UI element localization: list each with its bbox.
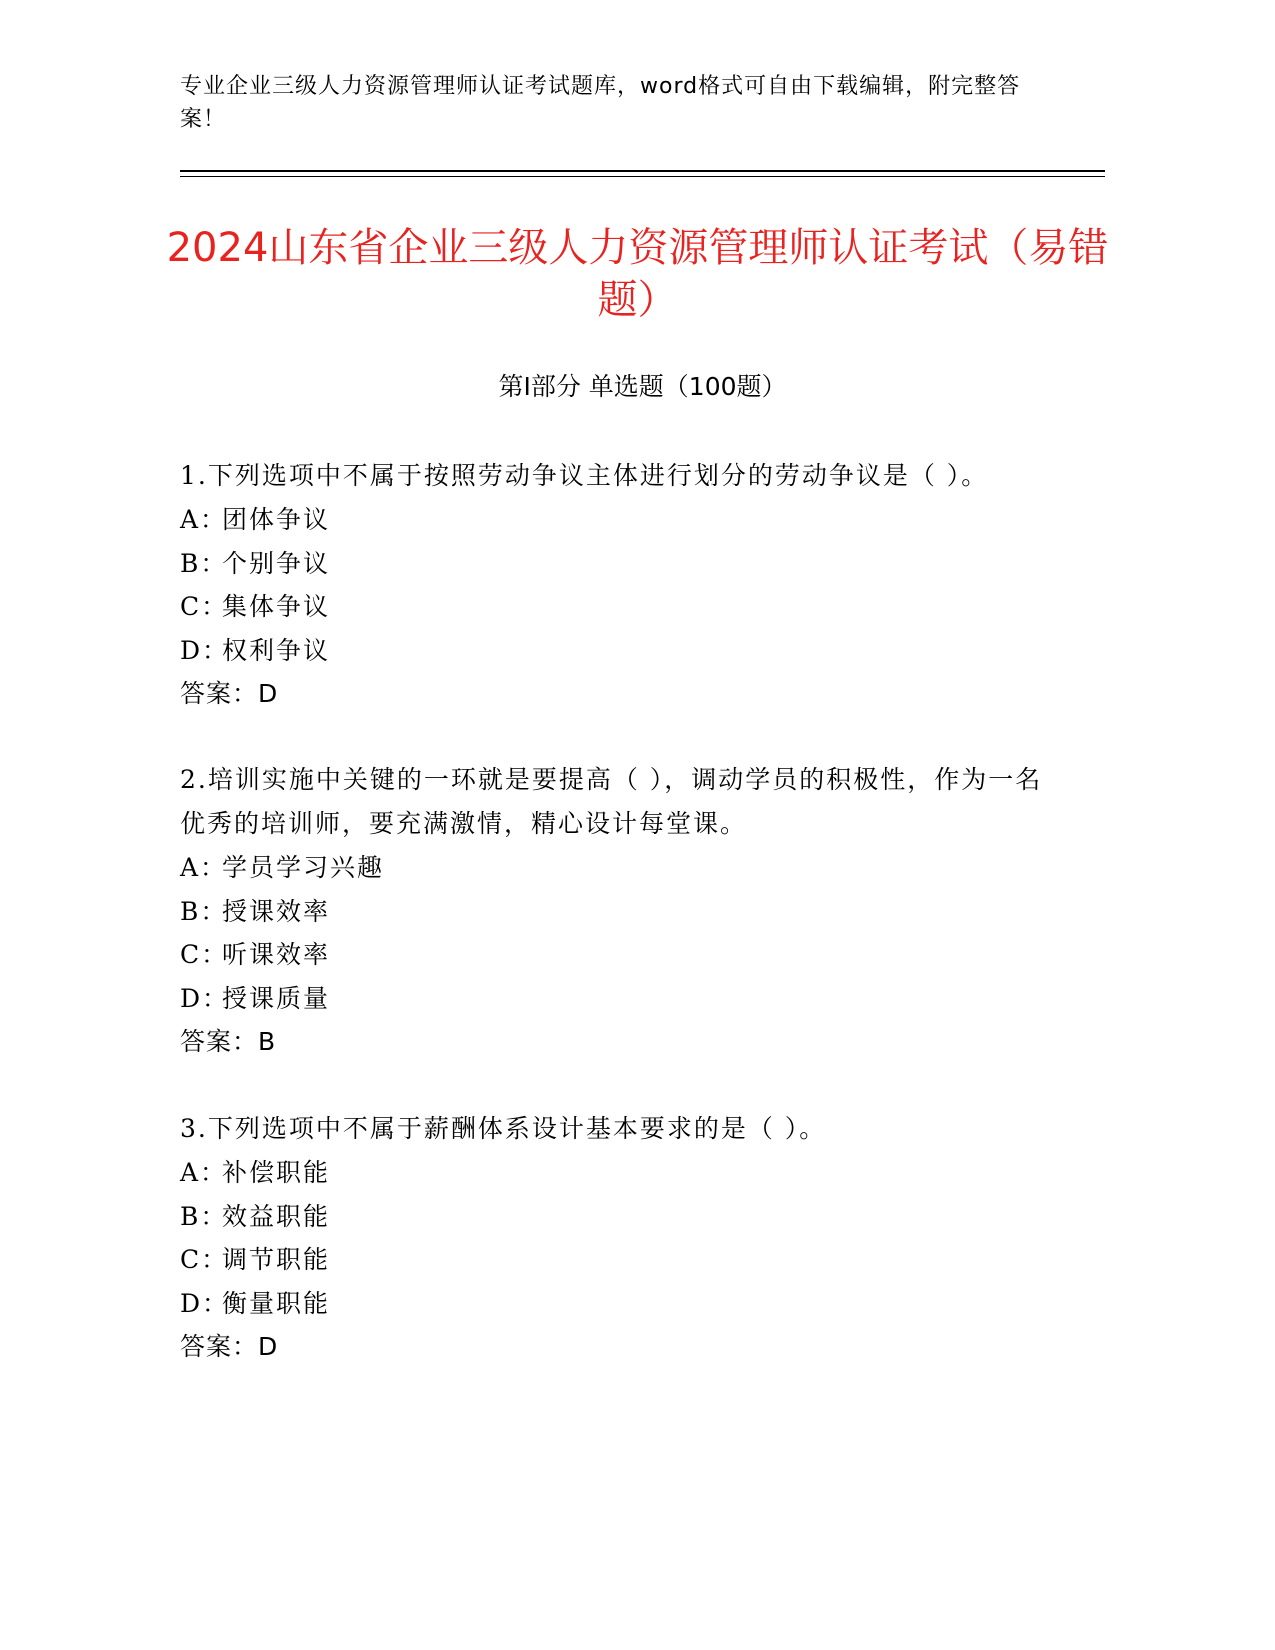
option-d — [180, 629, 1060, 673]
option-c — [180, 1238, 1060, 1282]
option-key: A： — [180, 853, 228, 882]
option-key: A： — [180, 1158, 228, 1187]
answer: 答案：D — [180, 679, 279, 708]
option-a — [180, 846, 1060, 890]
option-d — [180, 977, 1060, 1021]
answer: 答案：B — [180, 1027, 277, 1056]
option-key: C： — [180, 940, 229, 969]
header-divider-thick — [180, 170, 1105, 172]
option-key: B： — [180, 548, 228, 578]
option-text: 个别争议 — [222, 548, 331, 578]
option-text: 调节职能 — [222, 1245, 331, 1274]
option-key: B： — [180, 896, 228, 926]
section-title: 第Ⅰ部分 单选题（100题） — [498, 372, 787, 401]
question-block — [180, 758, 1060, 1064]
question-stem: 2.培训实施中关键的一环就是要提高（ ），调动学员的积极性，作为一名优秀的培训师，要充满激情，精心设计每堂课。 — [180, 765, 1043, 838]
option-key: D： — [180, 635, 230, 665]
option-key: C： — [180, 1245, 229, 1274]
option-text: 团体争议 — [222, 505, 331, 534]
option-c — [180, 585, 1060, 629]
option-a — [180, 498, 1060, 542]
option-text: 衡量职能 — [222, 1288, 331, 1318]
question-block — [180, 1107, 1060, 1369]
option-text: 授课效率 — [222, 896, 331, 926]
answer: 答案：D — [180, 1332, 279, 1361]
option-text: 权利争议 — [222, 635, 331, 665]
option-text: 效益职能 — [222, 1201, 331, 1231]
header-note: 专业企业三级人力资源管理师认证考试题库，word格式可自由下载编辑，附完整答案！ — [180, 74, 1021, 132]
option-d — [180, 1282, 1060, 1326]
option-b — [180, 542, 1060, 586]
option-text: 补偿职能 — [222, 1158, 331, 1187]
header-divider-thin — [180, 176, 1105, 177]
option-text: 授课质量 — [222, 983, 331, 1013]
option-key: A： — [180, 505, 228, 534]
option-key: C： — [180, 592, 229, 621]
question-stem: 3.下列选项中不属于薪酬体系设计基本要求的是（ ）。 — [180, 1114, 827, 1143]
option-b — [180, 890, 1060, 934]
document-title: 2024山东省企业三级人力资源管理师认证考试（易错题） — [166, 225, 1109, 323]
option-b — [180, 1195, 1060, 1239]
option-text: 听课效率 — [222, 940, 331, 969]
option-text: 学员学习兴趣 — [222, 853, 385, 882]
option-key: B： — [180, 1201, 228, 1231]
question-stem: 1.下列选项中不属于按照劳动争议主体进行划分的劳动争议是（ ）。 — [180, 461, 989, 490]
option-a — [180, 1151, 1060, 1195]
option-text: 集体争议 — [222, 592, 331, 621]
option-key: D： — [180, 1288, 230, 1318]
option-key: D： — [180, 983, 230, 1013]
option-c — [180, 933, 1060, 977]
question-block — [180, 454, 1060, 716]
